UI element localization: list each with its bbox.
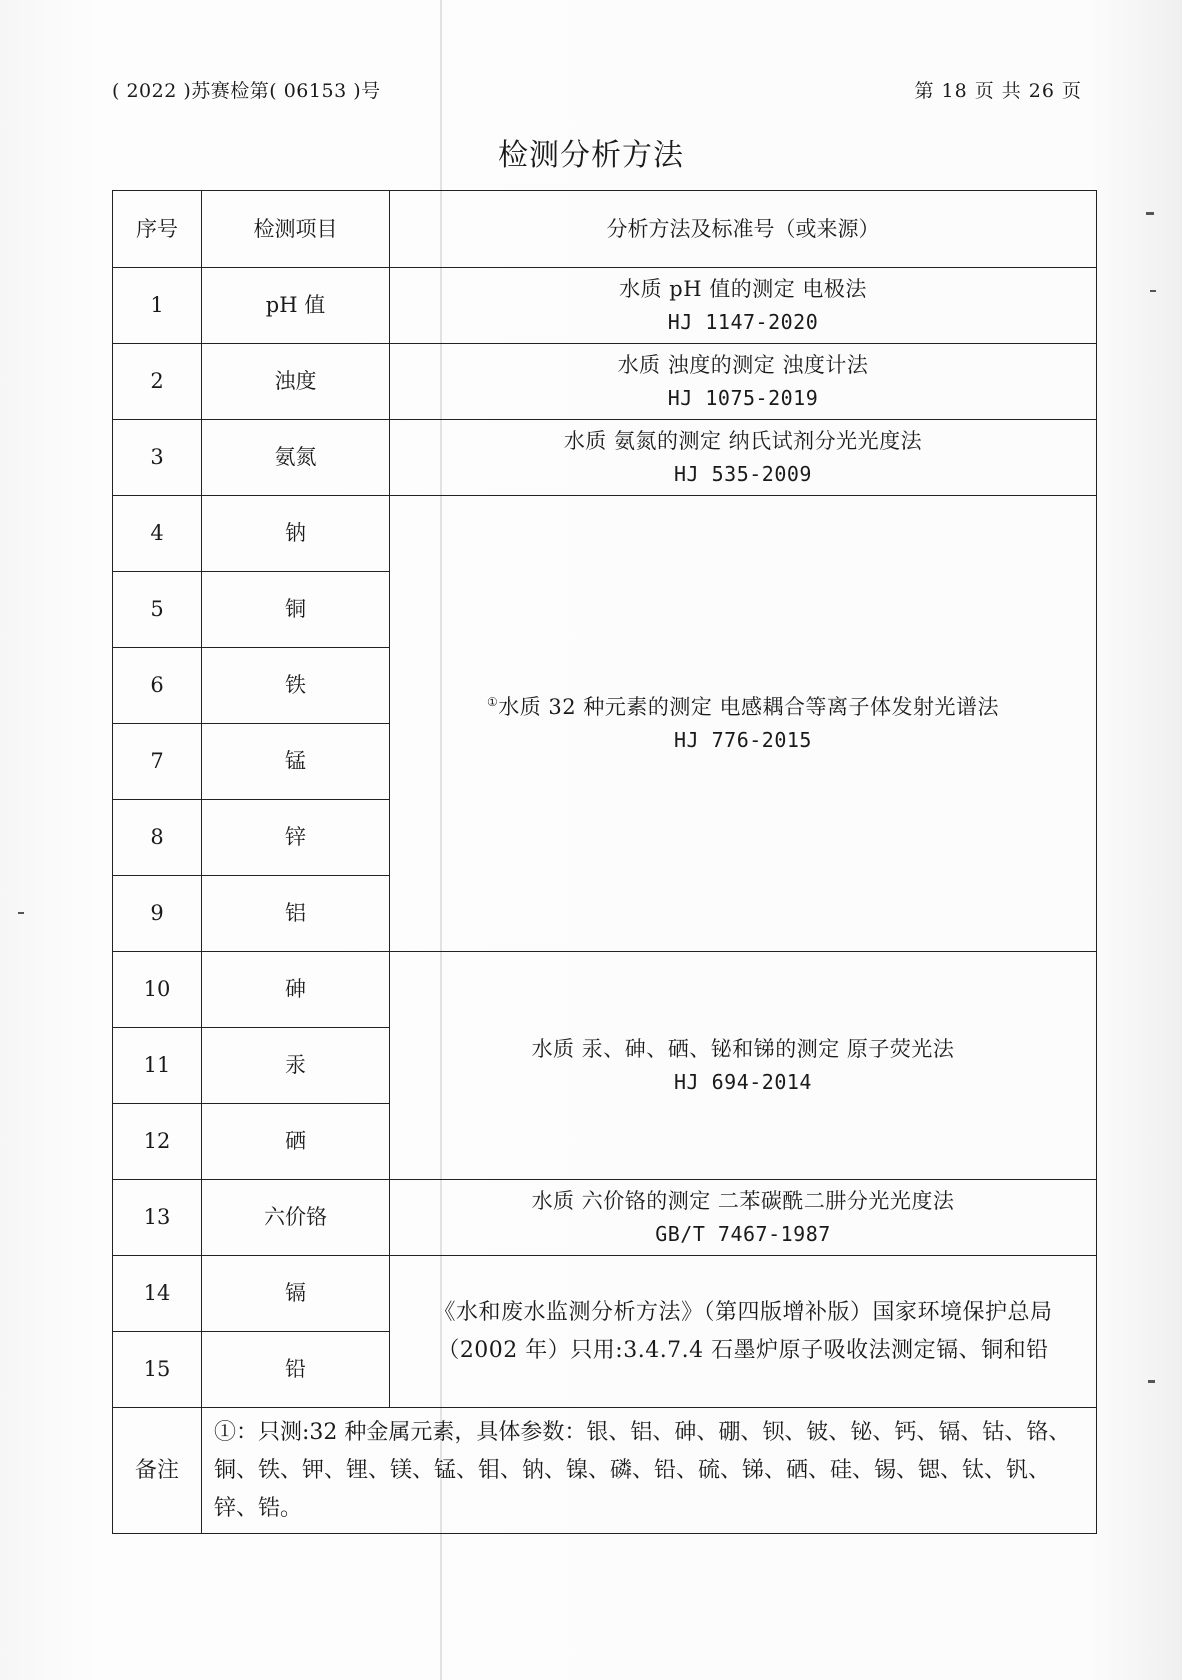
note-text: ①：只测:32 种金属元素，具体参数：银、铝、砷、硼、钡、铍、铋、钙、镉、钴、铬、铜、铁、钾、锂、镁、锰、钼、钠、镍、磷、铅、硫、锑、硒、硅、锡、锶、钛、钒、锌、锆。	[202, 1408, 1097, 1534]
row-item: 硒	[202, 1104, 390, 1180]
row-item: 锰	[202, 724, 390, 800]
method-name	[390, 690, 1096, 725]
row-no: 9	[113, 876, 202, 952]
row-no: 6	[113, 648, 202, 724]
method-name: 水质 六价铬的测定 二苯碳酰二肼分光光度法	[531, 1188, 955, 1213]
row-item: 镉	[202, 1256, 390, 1332]
row-item: 汞	[202, 1028, 390, 1104]
method-standard: GB/T 7467-1987	[655, 1222, 831, 1247]
table-row	[113, 952, 1097, 1028]
row-item: 钠	[202, 496, 390, 572]
row-item: 浊度	[202, 344, 390, 420]
method-standard: HJ 1147-2020	[667, 310, 819, 335]
row-no: 11	[113, 1028, 202, 1104]
row-item: 铝	[202, 876, 390, 952]
method-cell	[390, 1180, 1097, 1256]
row-no: 13	[113, 1180, 202, 1256]
method-standard: HJ 776-2015	[674, 728, 812, 753]
scan-mark	[1146, 212, 1154, 215]
row-no: 5	[113, 572, 202, 648]
table-row	[113, 1256, 1097, 1332]
table-header-row	[113, 191, 1097, 268]
method-cell	[390, 496, 1097, 952]
method-cell	[390, 1256, 1097, 1408]
row-item: 铁	[202, 648, 390, 724]
page-title: 检测分析方法	[498, 138, 684, 173]
table-row	[113, 496, 1097, 572]
row-no: 15	[113, 1332, 202, 1408]
row-item: 铜	[202, 572, 390, 648]
report-number: ( 2022 )苏赛检第( 06153 )号	[112, 80, 381, 102]
row-no: 14	[113, 1256, 202, 1332]
row-no: 12	[113, 1104, 202, 1180]
row-no: 1	[113, 268, 202, 344]
row-item: pH 值	[202, 268, 390, 344]
header-item: 检测项目	[202, 191, 390, 268]
methods-table	[112, 190, 1097, 1534]
row-item: 铅	[202, 1332, 390, 1408]
row-no: 3	[113, 420, 202, 496]
scan-mark	[1148, 1380, 1155, 1383]
method-standard: HJ 535-2009	[674, 462, 812, 487]
method-standard: HJ 694-2014	[674, 1070, 812, 1095]
row-item: 砷	[202, 952, 390, 1028]
method-source-line1: 《水和废水监测分析方法》（第四版增补版）国家环境保护总局	[433, 1300, 1053, 1326]
method-source-line2: （2002 年）只用:3.4.7.4 石墨炉原子吸收法测定镉、铜和铅	[437, 1337, 1049, 1363]
method-cell	[390, 952, 1097, 1180]
footnote-marker: ①	[486, 694, 499, 709]
table-row	[113, 1180, 1097, 1256]
page-indicator: 第 18 页 共 26 页	[914, 80, 1082, 102]
row-no: 2	[113, 344, 202, 420]
row-no: 10	[113, 952, 202, 1028]
row-item: 氨氮	[202, 420, 390, 496]
method-name: 水质 浊度的测定 浊度计法	[617, 352, 869, 377]
method-name: 水质 pH 值的测定 电极法	[619, 276, 867, 301]
note-row	[113, 1408, 1097, 1534]
method-name: 水质 氨氮的测定 纳氏试剂分光光度法	[563, 428, 923, 453]
note-label: 备注	[113, 1408, 202, 1534]
row-no: 7	[113, 724, 202, 800]
table-row	[113, 344, 1097, 420]
method-cell	[390, 268, 1097, 344]
table-row	[113, 420, 1097, 496]
method-cell	[390, 344, 1097, 420]
header-method: 分析方法及标准号（或来源）	[390, 191, 1097, 268]
row-item: 锌	[202, 800, 390, 876]
method-name: 水质 汞、砷、硒、铋和锑的测定 原子荧光法	[531, 1036, 955, 1061]
row-no: 4	[113, 496, 202, 572]
method-standard: HJ 1075-2019	[667, 386, 819, 411]
method-cell	[390, 420, 1097, 496]
scan-mark	[1150, 290, 1156, 292]
row-no: 8	[113, 800, 202, 876]
row-item: 六价铬	[202, 1180, 390, 1256]
method-name-text: 水质 32 种元素的测定 电感耦合等离子体发射光谱法	[498, 694, 999, 719]
scan-mark	[18, 912, 24, 914]
header-no: 序号	[113, 191, 202, 268]
table-row	[113, 268, 1097, 344]
